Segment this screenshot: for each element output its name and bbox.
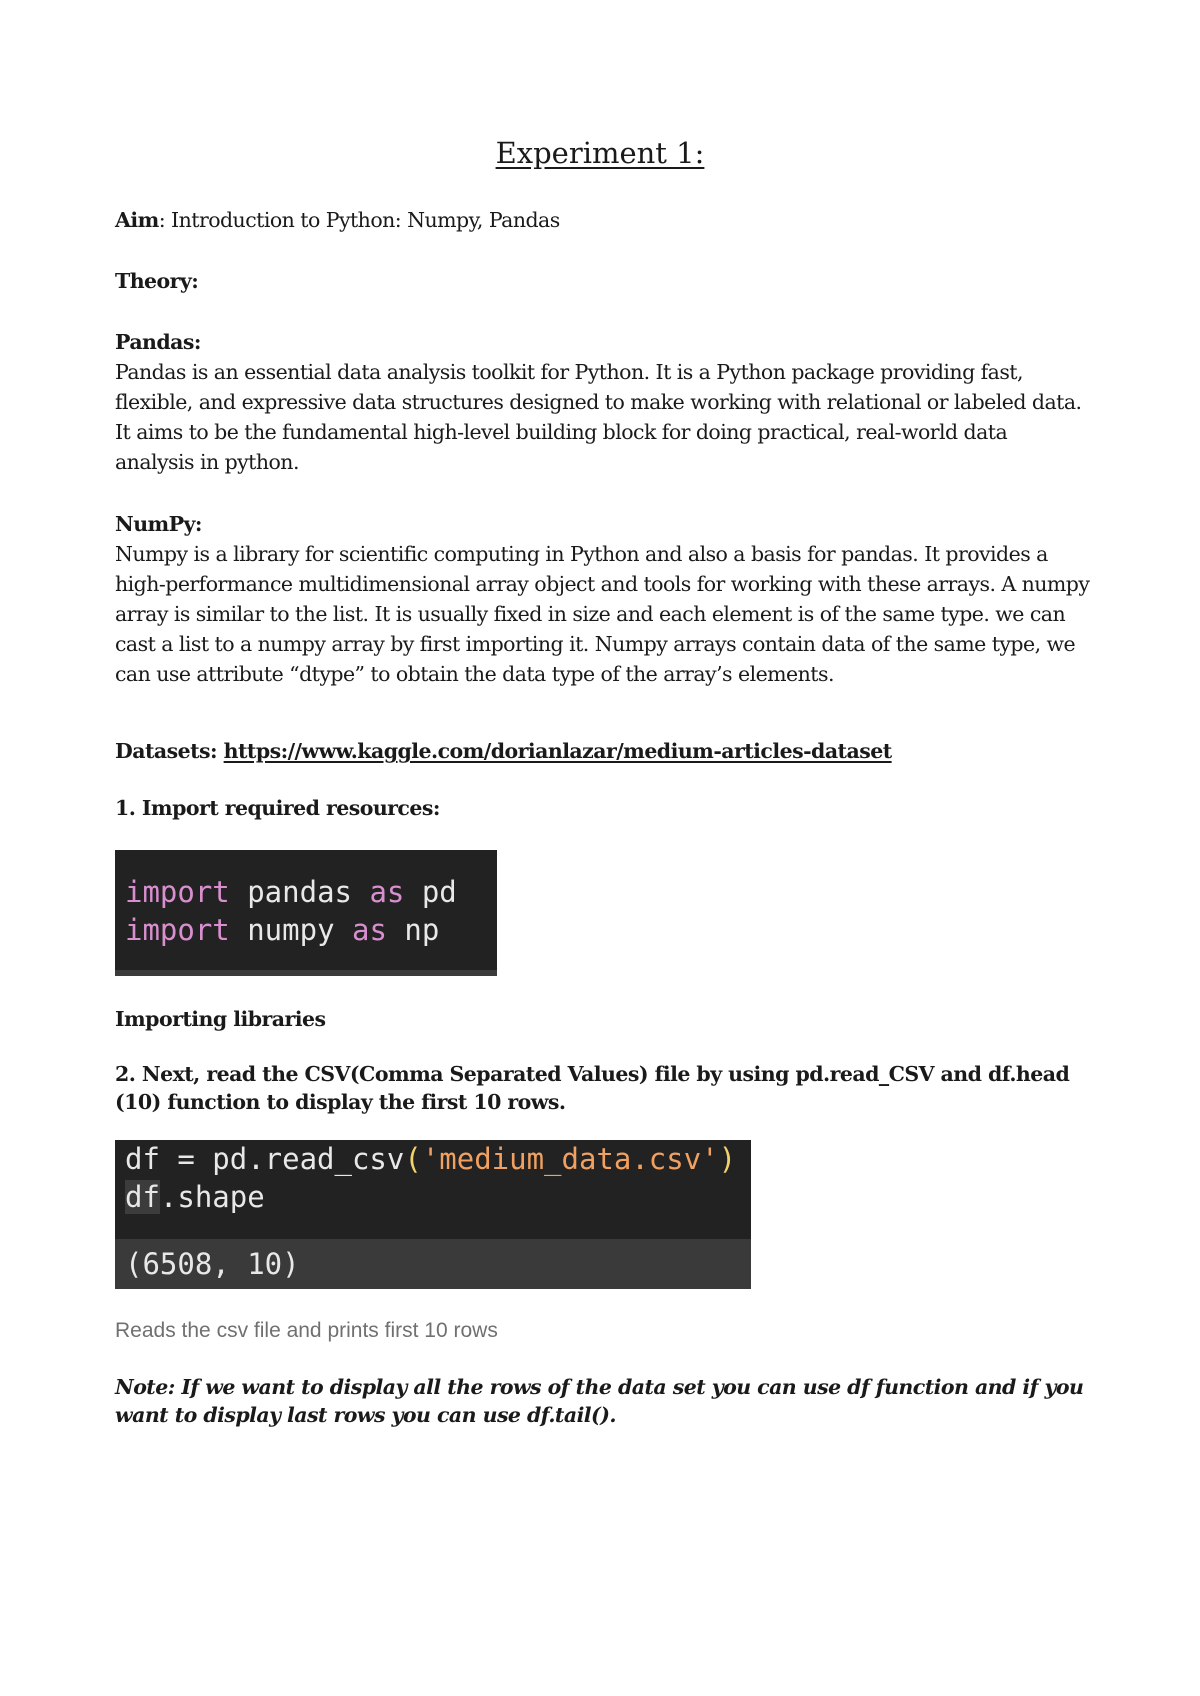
numpy-heading: NumPy: [115,512,202,536]
pandas-paragraph: Pandas is an essential data analysis toolkit for Python. It is a Python package providing fast, flexible, and expressive data structures designed to make working with relational or labeled data. It aims to be the fundamental high-level building block for doing practical, real-world data analysis in python. [115,360,1082,474]
step-2-heading: 2. Next, read the CSV(Comma Separated Values) file by using pd.read_CSV and df.head (10) function to display the first 10 rows. [115,1062,1070,1114]
aim-label: Aim [115,208,159,232]
module-numpy: numpy [229,913,352,947]
page-title: Experiment 1: [495,136,705,170]
alias-np: np [386,913,440,947]
alias-pd: pd [404,875,457,909]
code-line-2 [125,1178,265,1216]
aim-line [115,205,1090,235]
code-line-2 [125,911,439,949]
keyword-import: import [125,913,230,947]
call-read-csv: = pd.read_csv [159,1142,405,1176]
keyword-as: as [351,913,387,947]
output-text: (6508, 10) [125,1247,300,1281]
code-output [115,1239,751,1289]
read-csv-code-block [115,1140,751,1289]
code-line-1 [125,1140,736,1178]
datasets-label: Datasets: [115,739,224,763]
aim-text: : Introduction to Python: Numpy, Pandas [158,208,560,232]
pandas-heading: Pandas: [115,330,201,354]
var-df: df [125,1180,160,1214]
datasets-line [115,736,1090,766]
import-caption: Importing libraries [115,1007,326,1031]
attr-shape: .shape [159,1180,265,1214]
keyword-as: as [369,875,405,909]
keyword-import: import [125,875,230,909]
var-df: df [125,1142,160,1176]
read-csv-caption: Reads the csv file and prints first 10 rows [115,1319,498,1342]
close-paren: ) [718,1142,737,1176]
theory-heading: Theory: [115,269,199,293]
open-paren: ( [404,1142,422,1176]
code-line-1 [125,873,457,911]
numpy-paragraph: Numpy is a library for scientific computing in Python and also a basis for pandas. It provides a high-performance multidimensional array object and tools for working with these arrays. A numpy array is similar to the list. It is usually fixed in size and each element is of the same type. we can cast a list to a numpy array by first importing it. Numpy arrays contain data of the same type, we can use attribute “dtype” to obtain the data type of the array’s elements. [115,542,1090,686]
import-code-block [115,850,497,976]
module-pandas: pandas [229,875,370,909]
dataset-link[interactable]: https://www.kaggle.com/dorianlazar/medium-articles-dataset [223,739,892,763]
filename-string: 'medium_data.csv' [421,1142,719,1176]
note-paragraph: Note: If we want to display all the rows of the data set you can use df function and if you want to display last rows you can use df.tail(). [115,1375,1084,1427]
step-1-heading: 1. Import required resources: [115,796,440,820]
